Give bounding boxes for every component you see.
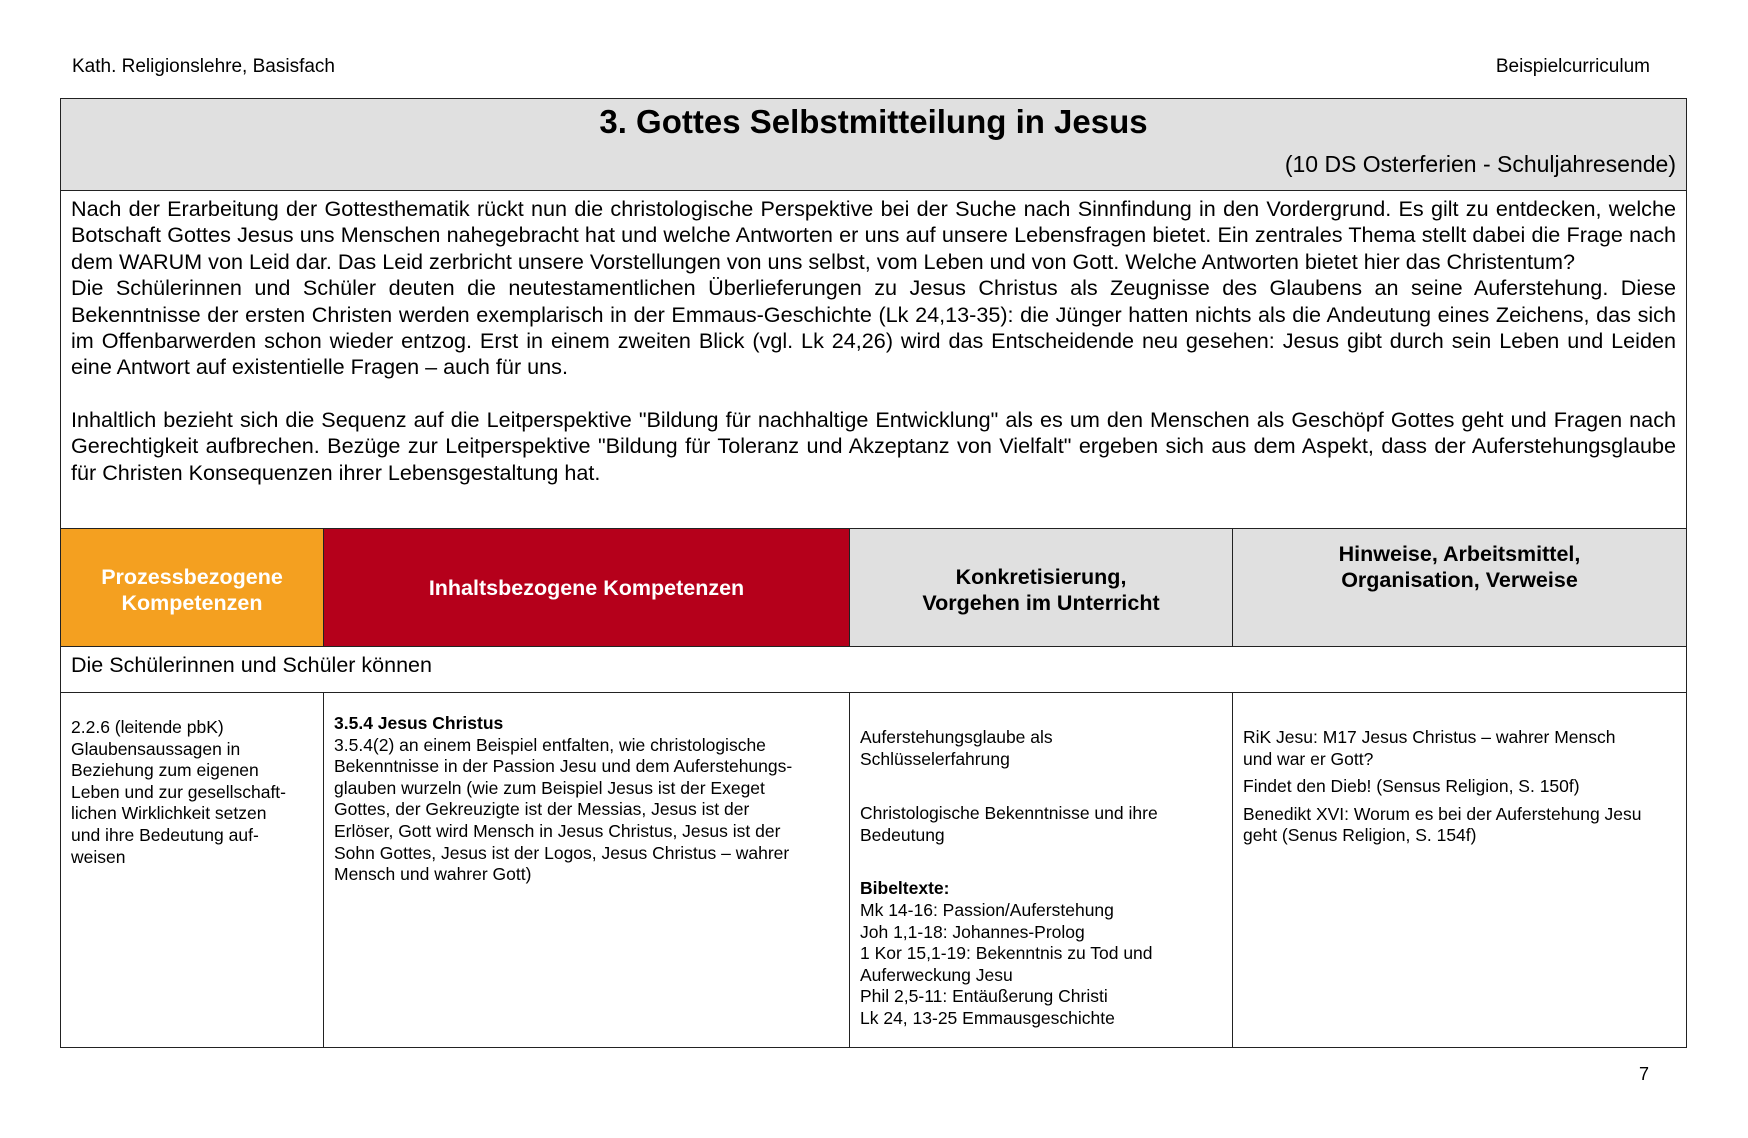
notes-cell: RiK Jesu: M17 Jesus Christus – wahrer Mensch und war er Gott? Findet den Dieb! (Sensus Religion, S. 150f) Benedikt XVI: Worum es bei der Auferstehung Jesu geht (Senus Religion, S. 154f)	[1243, 727, 1642, 846]
column-header-concretization: Konkretisierung, Vorgehen im Unterricht	[850, 529, 1233, 646]
concretization-cell: Auferstehungsglaube als Schlüsselerfahrung Christologische Bekenntnisse und ihre Bedeutung Bibeltexte: Mk 14-16: Passion/Auferstehung Joh 1,1-18: Johannes-Prolog 1 Kor 15,1-19: Bekenntnis zu Tod und Auferweckung Jesu Phil 2,5-11: Entäußerung Christi Lk 24, 13-25 Emmausgeschichte	[850, 693, 1233, 1047]
content-row	[61, 693, 1686, 1047]
intro-text	[61, 191, 1686, 529]
competency-heading: 3.5.4 Jesus Christus	[334, 713, 504, 733]
title-box	[61, 99, 1686, 191]
content-competency-cell: 3.5.4 Jesus Christus 3.5.4(2) an einem Beispiel entfalten, wie christologische Bekenntnisse in der Passion Jesu und dem Auferstehungs- glauben wurzeln (wie zum Beispiel Jesus ist der Exeget Gottes, der Gekreuzigte ist der Messias, Jesus ist der Erlöser, Gott wird Mensch in Jesus Christus, Jesus ist der Sohn Gottes, Jesus ist der Logos, Jesus Christus – wahrer Mensch und wahrer Gott)	[324, 693, 850, 1047]
unit-title: 3. Gottes Selbstmitteilung in Jesus	[599, 103, 1148, 140]
bible-texts-heading: Bibeltexte:	[860, 878, 950, 899]
document-header-right: Beispielcurriculum	[1495, 56, 1650, 77]
column-header-process-competencies: Prozessbezogene Kompetenzen	[61, 529, 324, 646]
document-header-left: Kath. Religionslehre, Basisfach	[72, 56, 335, 77]
intro-paragraph-3: Inhaltlich bezieht sich die Sequenz auf die Leitperspektive "Bildung für nachhaltige Entwicklung" als es um den Menschen als Geschöpf Gottes geht und Fragen nach Gerechtigkeit aufbrechen. Bezüge zur Leitperspektive "Bildung für Toleranz und Akzeptanz von Vielfalt" ergeben sich aus dem Aspekt, dass der Auferstehungsglaube für Christen Konsequenzen ihrer Lebensgestaltung hat.	[71, 406, 1676, 485]
intro-paragraph-1: Nach der Erarbeitung der Gottesthematik rückt nun die christologische Perspektive bei der Suche nach Sinnfindung in den Vordergrund. Es gilt zu entdecken, welche Botschaft Gottes Jesus uns Menschen nahegebracht hat und welche Antworten er uns auf unsere Lebensfragen bietet. Ein zentrales Thema stellt dabei die Frage nach dem WARUM von Leid dar. Das Leid zerbricht unsere Vorstellungen von uns selbst, vom Leben und von Gott. Welche Antworten bietet hier das Christentum?	[71, 196, 1676, 274]
column-header-content-competencies: Inhaltsbezogene Kompetenzen	[324, 529, 850, 646]
page-number: 7	[1638, 1064, 1649, 1084]
process-competency-cell: 2.2.6 (leitende pbK) Glaubensaussagen in Beziehung zum eigenen Leben und zur gesellschaft- lichen Wirklichkeit setzen und ihre Bedeutung auf- weisen	[61, 693, 324, 1047]
column-header-notes: Hinweise, Arbeitsmittel, Organisation, Verweise	[1233, 529, 1686, 646]
intro-paragraph-2: Die Schülerinnen und Schüler deuten die neutestamentlichen Überlieferungen zu Jesus Christus als Zeugnisse des Glaubens an seine Auferstehung. Diese Bekenntnisse der ersten Christen werden exemplarisch in der Emmaus-Geschichte (Lk 24,13-35): die Jünger hatten nichts als die Andeutung eines Zeichens, das sich im Offenbarwerden schon wieder entzog. Erst in einem zweiten Blick (vgl. Lk 24,26) wird das Entscheidende neu gesehen: Jesus gibt durch sein Leben und Leiden eine Antwort auf existentielle Fragen – auch für uns.	[71, 275, 1676, 380]
unit-timeframe: (10 DS Osterferien - Schuljahresende)	[1284, 151, 1676, 177]
column-header-row	[61, 529, 1686, 647]
curriculum-table	[60, 98, 1687, 1048]
students-can-row: Die Schülerinnen und Schüler können	[61, 647, 1686, 693]
